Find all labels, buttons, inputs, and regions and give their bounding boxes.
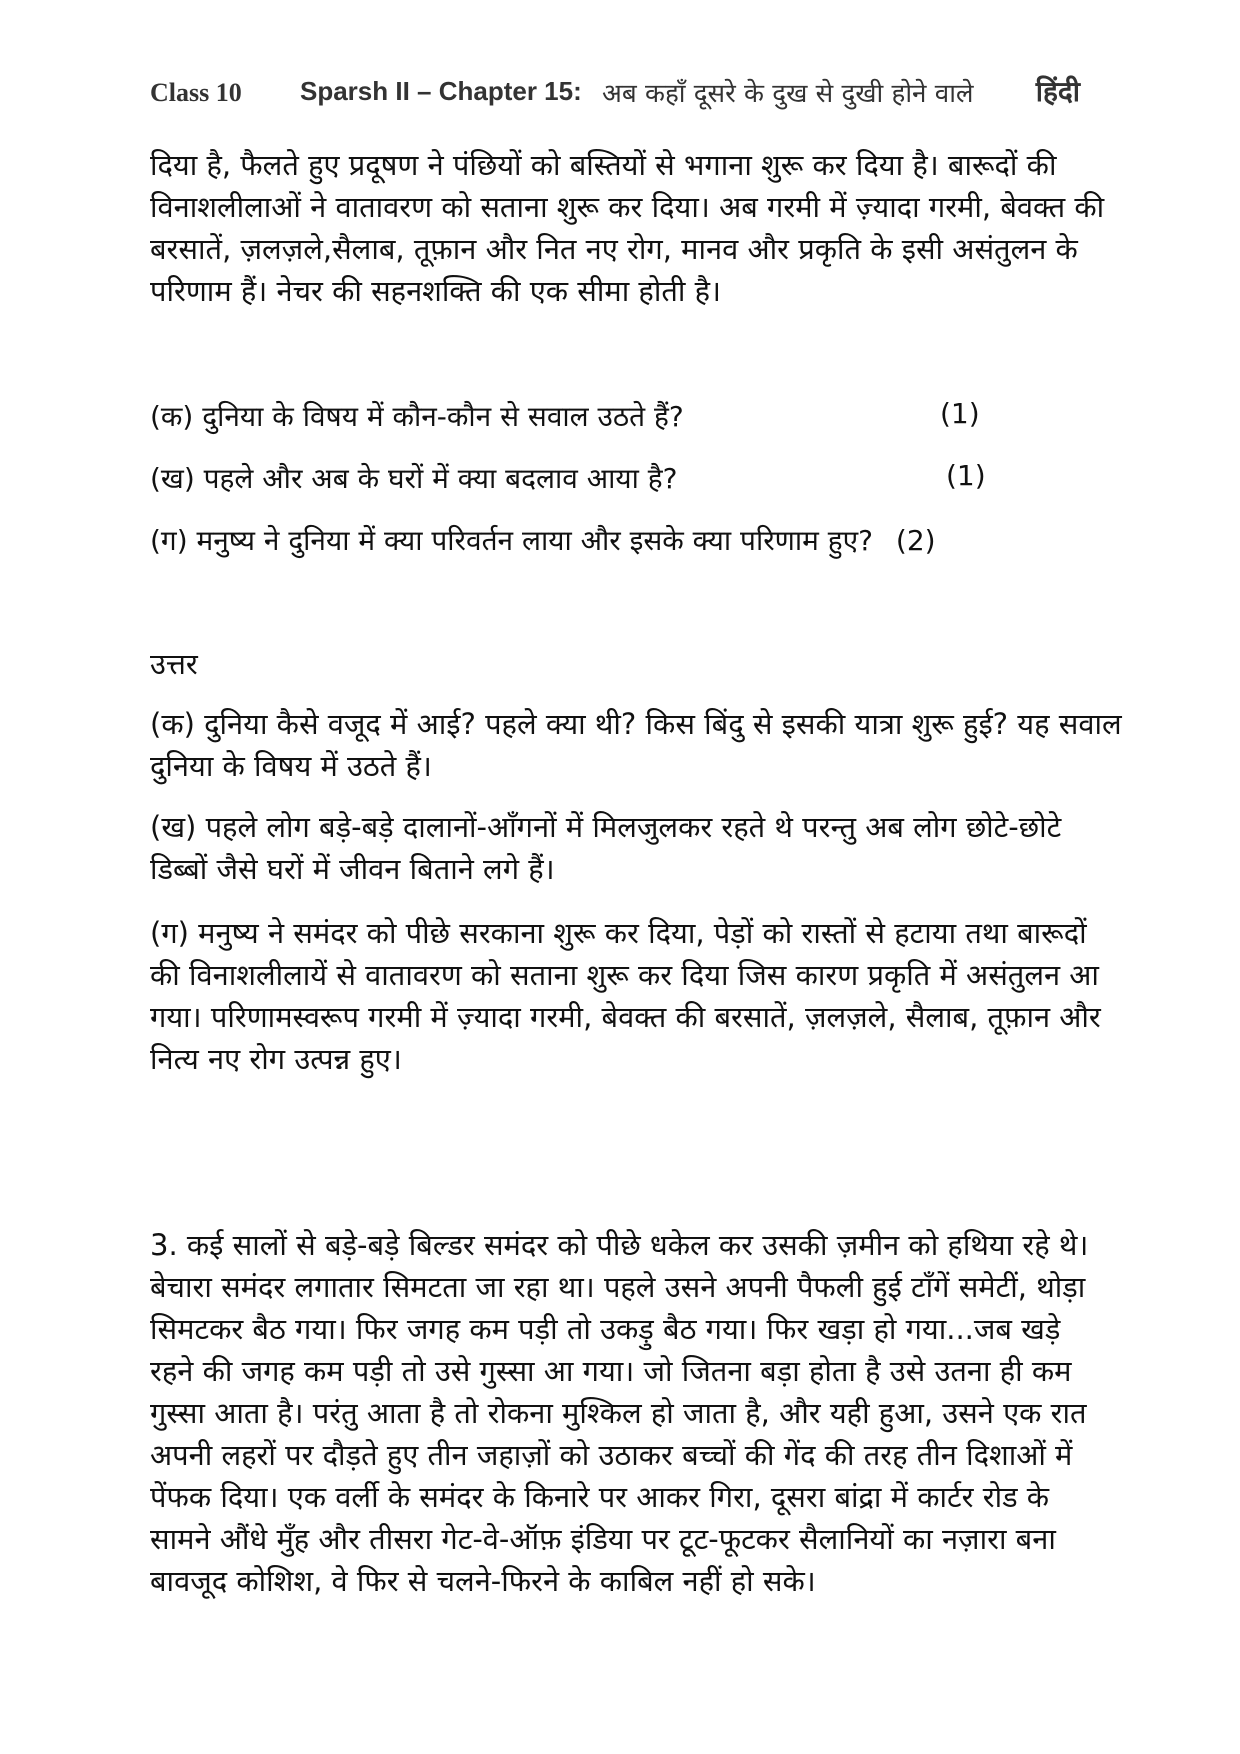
answer-kha — [150, 806, 1090, 890]
question-ga — [150, 521, 970, 563]
answer-line: गया। परिणामस्वरूप गरमी में ज़्यादा गरमी, बेवक्त की बरसातें, ज़लज़ले, सैलाब, तूफ़ान और — [150, 1000, 1101, 1034]
passage-line: सिमटकर बैठ गया। फिर जगह कम पड़ी तो उकड़ु बैठ गया। फिर खड़ा हो गया...जब खड़े — [150, 1312, 1061, 1346]
passage-line: दिया है, फैलते हुए प्रदूषण ने पंछियों को बस्तियों से भगाना शुरू कर दिया है। बारूदों की — [150, 148, 1057, 182]
question-text: (क) दुनिया के विषय में कौन-कौन से सवाल उठते हैं? — [150, 400, 684, 433]
passage-line: परिणाम हैं। नेचर की सहनशक्ति की एक सीमा होती है। — [150, 274, 721, 308]
passage-3 — [150, 1224, 1090, 1602]
answer-line: दुनिया के विषय में उठते हैं। — [150, 749, 432, 783]
passage-line: विनाशलीलाओं ने वातावरण को सताना शुरू कर दिया। अब गरमी में ज़्यादा गरमी, बेवक्त की — [150, 190, 1105, 224]
class-label: Class 10 — [150, 78, 242, 107]
question-text: (ग) मनुष्य ने दुनिया में क्या परिवर्तन लाया और इसके क्या परिणाम हुए? — [150, 524, 874, 557]
question-kha — [150, 459, 986, 501]
question-marks: (1) — [940, 397, 980, 430]
passage-line: पेंफक दिया। एक वर्ली के समंदर के किनारे पर आकर गिरा, दूसरा बांद्रा में कार्टर रोड के — [150, 1480, 1050, 1514]
answer-line: नित्य नए रोग उत्पन्न हुए। — [150, 1042, 402, 1076]
question-marks: (2) — [895, 524, 936, 557]
passage-continuation — [150, 144, 1105, 312]
answer-line: की विनाशलीलायें से वातावरण को सताना शुरू कर दिया जिस कारण प्रकृति में असंतुलन आ — [150, 958, 1099, 992]
answer-ga — [150, 912, 1101, 1080]
question-text: (ख) पहले और अब के घरों में क्या बदलाव आया है? — [150, 462, 678, 495]
answer-heading: उत्तर — [150, 647, 198, 681]
answer-line: (ग) मनुष्य ने समंदर को पीछे सरकाना शुरू कर दिया, पेड़ों को रास्तों से हटाया तथा बारूदों — [150, 916, 1087, 950]
question-marks: (1) — [946, 459, 986, 492]
chapter-title: अब कहाँ दूसरे के दुख से दुखी होने वाले — [602, 79, 974, 109]
subject-label: हिंदी — [1035, 75, 1080, 108]
passage-line: अपनी लहरों पर दौड़ते हुए तीन जहाज़ों को उठाकर बच्चों की गेंद की तरह तीन दिशाओं में — [150, 1438, 1073, 1472]
passage-line: 3. कई सालों से बड़े-बड़े बिल्डर समंदर को पीछे धकेल कर उसकी ज़मीन को हथिया रहे थे। — [150, 1228, 1089, 1262]
passage-line: बेचारा समंदर लगातार सिमटता जा रहा था। पहले उसने अपनी पैफली हुई टाँगें समेटीं, थोड़ा — [150, 1270, 1086, 1304]
passage-line: गुस्सा आता है। परंतु आता है तो रोकना मुश्किल हो जाता है, और यही हुआ, उसने एक रात — [150, 1396, 1087, 1430]
page-header — [150, 72, 1090, 116]
answer-ka — [150, 703, 1122, 787]
answer-line: डिब्बों जैसे घरों में जीवन बिताने लगे हैं। — [150, 852, 555, 886]
passage-line: बरसातें, ज़लज़ले,सैलाब, तूफ़ान और नित नए रोग, मानव और प्रकृति के इसी असंतुलन के — [150, 232, 1078, 266]
question-ka — [150, 397, 980, 439]
passage-line: बावजूद कोशिश, वे फिर से चलने-फिरने के काबिल नहीं हो सके। — [150, 1564, 816, 1598]
answer-line: (ख) पहले लोग बड़े-बड़े दालानों-आँगनों में मिलजुलकर रहते थे परन्तु अब लोग छोटे-छोटे — [150, 810, 1062, 844]
answer-line: (क) दुनिया कैसे वजूद में आई? पहले क्या थी? किस बिंदु से इसकी यात्रा शुरू हुई? यह सवाल — [150, 707, 1122, 741]
passage-line: सामने औंधे मुँह और तीसरा गेट-वे-ऑफ़ इंडिया पर टूट-फूटकर सैलानियों का नज़ारा बना — [150, 1522, 1056, 1556]
chapter-label: Sparsh II – Chapter 15: — [300, 76, 582, 106]
passage-line: रहने की जगह कम पड़ी तो उसे गुस्सा आ गया। जो जितना बड़ा होता है उसे उतना ही कम — [150, 1354, 1072, 1388]
